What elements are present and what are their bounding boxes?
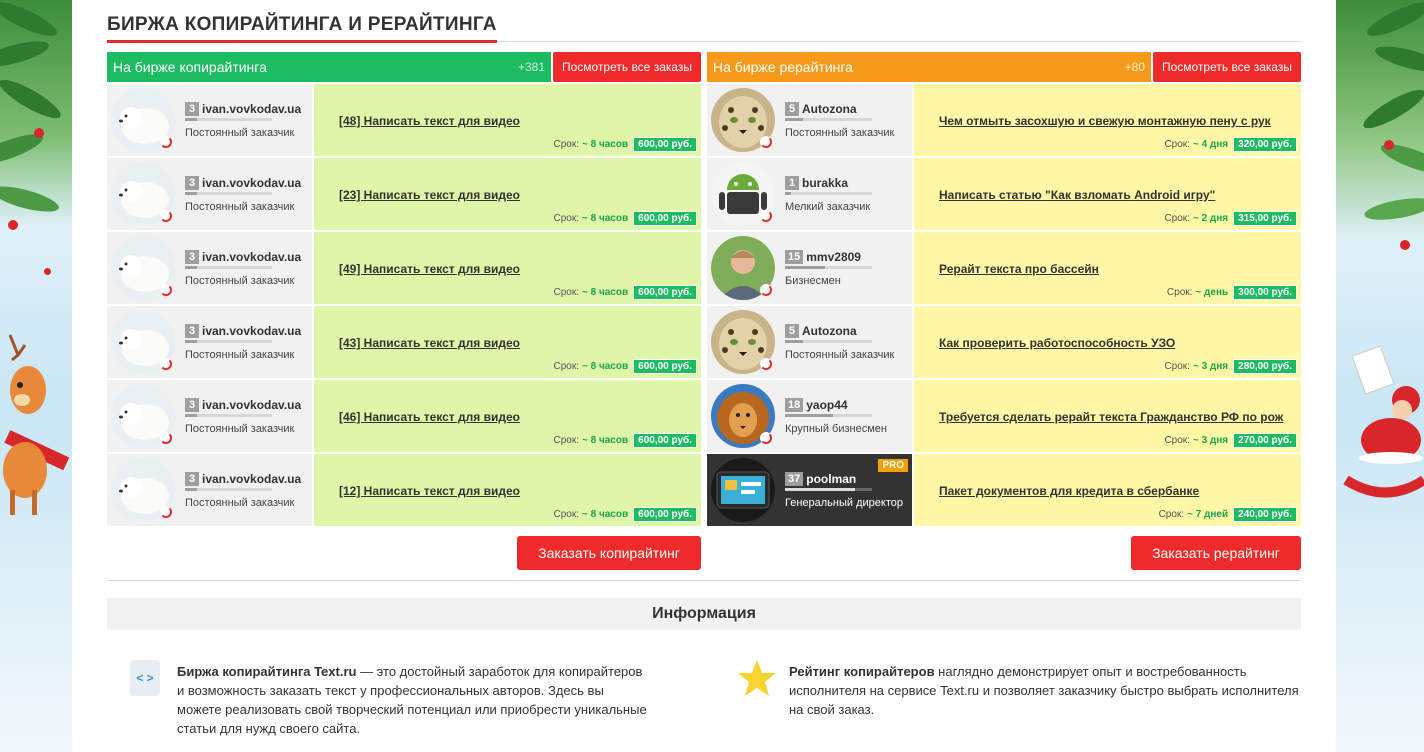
rewrite-order-row: [707, 380, 1301, 452]
order-cell: [914, 158, 1301, 230]
copy-order-row: [107, 232, 701, 304]
user-level: 15: [785, 250, 803, 264]
info-rating-body: наглядно демонстрирует опыт и востребованность исполнителя на сервисе Text.ru и позволяет заказчику быстро выбрать исполнителя на свой заказ.: [789, 664, 1299, 717]
rewrite-order-row: [707, 158, 1301, 230]
level-progress: [785, 414, 872, 417]
customer-cell: [707, 84, 912, 156]
customer-name[interactable]: ivan.vovkodav.ua: [202, 471, 302, 486]
customer-role: Постоянный заказчик: [785, 126, 895, 139]
copywriting-count: +381: [517, 60, 545, 74]
order-cell: [914, 84, 1301, 156]
term-label: Срок:: [553, 287, 579, 298]
order-title-link[interactable]: [49] Написать текст для видео: [339, 262, 520, 276]
order-cell: [914, 380, 1301, 452]
customer-cell: [107, 380, 312, 452]
customer-role: Генеральный директор: [785, 496, 903, 509]
pro-badge: PRO: [878, 459, 908, 472]
term-label: Срок:: [553, 509, 579, 520]
user-level: 18: [785, 398, 803, 412]
term-label: Срок:: [553, 139, 579, 150]
order-title-link[interactable]: Написать статью "Как взломать Android игру": [939, 188, 1216, 202]
order-term: ~ 8 часов: [581, 139, 629, 150]
order-term: ~ 4 дня: [1192, 139, 1229, 150]
customer-role: Мелкий заказчик: [785, 200, 871, 213]
rewrite-order-row: [707, 232, 1301, 304]
customer-cell: [707, 306, 912, 378]
user-level: 3: [185, 324, 199, 338]
order-price: 600,00 руб.: [633, 359, 697, 374]
customer-role: Постоянный заказчик: [185, 348, 295, 361]
order-title-link[interactable]: [48] Написать текст для видео: [339, 114, 520, 128]
user-level: 3: [185, 250, 199, 264]
rating-ring-icon: [160, 284, 172, 296]
order-term: ~ 2 дня: [1192, 213, 1229, 224]
term-label: Срок:: [1164, 139, 1190, 150]
customer-name[interactable]: Autozona: [802, 101, 857, 116]
rewriting-title-bar: [707, 52, 1151, 82]
order-title-link[interactable]: Чем отмыть засохшую и свежую монтажную пену с рук: [939, 114, 1271, 128]
customer-name[interactable]: ivan.vovkodav.ua: [202, 249, 302, 264]
order-copywriting-button[interactable]: Заказать копирайтинг: [517, 536, 701, 570]
customer-cell: [107, 232, 312, 304]
copy-order-row: [107, 84, 701, 156]
order-price: 600,00 руб.: [633, 211, 697, 226]
level-progress: [185, 192, 272, 195]
level-progress: [185, 118, 272, 121]
order-term: ~ 3 дня: [1192, 435, 1229, 446]
term-label: Срок:: [1164, 361, 1190, 372]
info-copywriting-bold[interactable]: Биржа копирайтинга Text.ru: [177, 664, 357, 679]
divider: [107, 580, 1301, 581]
rating-ring-icon: [160, 506, 172, 518]
customer-cell: [107, 454, 312, 526]
info-rating-bold[interactable]: Рейтинг копирайтеров: [789, 664, 935, 679]
user-level: 37: [785, 472, 803, 486]
term-label: Срок:: [1166, 287, 1193, 298]
term-label: Срок:: [1158, 509, 1185, 520]
customer-cell: [707, 380, 912, 452]
order-cell: [914, 306, 1301, 378]
order-price: 600,00 руб.: [633, 507, 697, 522]
copywriting-view-all-button[interactable]: Посмотреть все заказы: [553, 52, 701, 82]
level-progress: [185, 414, 272, 417]
customer-name[interactable]: mmv2809: [806, 249, 861, 264]
level-progress: [185, 340, 272, 343]
term-label: Срок:: [553, 213, 579, 224]
customer-role: Постоянный заказчик: [185, 274, 295, 287]
customer-role: Постоянный заказчик: [185, 496, 295, 509]
rating-ring-icon: [760, 432, 772, 444]
copy-order-row: [107, 454, 701, 526]
order-term: ~ 8 часов: [581, 361, 629, 372]
left-decoration: [0, 0, 72, 752]
star-icon: [737, 658, 777, 698]
customer-name[interactable]: Autozona: [802, 323, 857, 338]
order-term: ~ 8 часов: [581, 509, 629, 520]
customer-name[interactable]: ivan.vovkodav.ua: [202, 175, 302, 190]
info-heading: Информация: [107, 598, 1301, 630]
info-copywriting-body: — это достойный заработок для копирайтеров и возможность заказать текст у профессиональных авторов. Здесь вы можете реализовать свой творческий потенциал или приобрести уникальные статьи для нужд своего сайта.: [177, 664, 647, 736]
order-cell: [314, 454, 701, 526]
order-term: ~ день: [1195, 287, 1229, 298]
order-cell: [314, 232, 701, 304]
customer-role: Постоянный заказчик: [185, 422, 295, 435]
order-title-link[interactable]: [46] Написать текст для видео: [339, 410, 520, 424]
order-cell: [914, 454, 1301, 526]
customer-name[interactable]: poolman: [806, 471, 857, 486]
customer-role: Крупный бизнесмен: [785, 422, 887, 435]
term-label: Срок:: [1164, 213, 1190, 224]
order-cell: [314, 380, 701, 452]
order-cell: [314, 306, 701, 378]
customer-cell: [107, 306, 312, 378]
order-term: ~ 8 часов: [581, 435, 629, 446]
order-title-link[interactable]: [23] Написать текст для видео: [339, 188, 520, 202]
order-price: 600,00 руб.: [633, 285, 697, 300]
code-icon: < >: [130, 660, 160, 696]
rewriting-column: [707, 52, 1301, 526]
order-title-link[interactable]: [43] Написать текст для видео: [339, 336, 520, 350]
info-rating-text: [789, 662, 1299, 719]
level-progress: [785, 192, 872, 195]
main-page: [72, 0, 1336, 752]
customer-name[interactable]: ivan.vovkodav.ua: [202, 323, 302, 338]
rewriting-count: +80: [1124, 60, 1145, 74]
customer-cell: [707, 158, 912, 230]
customer-role: Постоянный заказчик: [785, 348, 895, 361]
user-level: 3: [185, 472, 199, 486]
level-progress: [185, 488, 272, 491]
order-cell: [314, 84, 701, 156]
rewrite-order-row: [707, 454, 1301, 526]
customer-name[interactable]: ivan.vovkodav.ua: [202, 101, 302, 116]
rating-ring-icon: [760, 136, 772, 148]
order-title-link[interactable]: Как проверить работоспособность УЗО: [939, 336, 1176, 350]
customer-name[interactable]: ivan.vovkodav.ua: [202, 397, 302, 412]
user-level: 3: [185, 398, 199, 412]
rating-ring-icon: [160, 136, 172, 148]
info-copywriting-text: [177, 662, 647, 738]
level-progress: [785, 488, 872, 491]
page-header: [107, 14, 1301, 42]
santa-icon: [1336, 330, 1424, 530]
order-term: ~ 7 дней: [1187, 509, 1229, 520]
order-term: ~ 3 дня: [1192, 361, 1229, 372]
rating-ring-icon: [760, 210, 772, 222]
rating-ring-icon: [760, 358, 772, 370]
order-price: 315,00 руб.: [1233, 211, 1297, 226]
rewriting-view-all-button[interactable]: Посмотреть все заказы: [1153, 52, 1301, 82]
order-cell: [314, 158, 701, 230]
copywriting-column: [107, 52, 701, 526]
customer-cell: [707, 454, 912, 526]
order-price: 320,00 руб.: [1233, 137, 1297, 152]
customer-name[interactable]: yaop44: [806, 397, 848, 412]
term-label: Срок:: [1164, 435, 1190, 446]
user-level: 5: [785, 102, 799, 116]
copywriting-header: [107, 52, 701, 82]
copy-order-row: [107, 380, 701, 452]
rating-ring-icon: [160, 210, 172, 222]
order-price: 280,00 руб.: [1233, 359, 1297, 374]
customer-role: Бизнесмен: [785, 274, 841, 287]
level-progress: [785, 118, 872, 121]
rating-ring-icon: [160, 358, 172, 370]
customer-cell: [707, 232, 912, 304]
order-title-link[interactable]: [12] Написать текст для видео: [339, 484, 520, 498]
copy-order-row: [107, 306, 701, 378]
rating-ring-icon: [160, 432, 172, 444]
order-title-link[interactable]: Пакет документов для кредита в сбербанке: [939, 484, 1200, 498]
order-term: ~ 8 часов: [581, 287, 629, 298]
level-progress: [785, 340, 872, 343]
rewriting-header: [707, 52, 1301, 82]
user-level: 1: [785, 176, 799, 190]
right-decoration: [1336, 0, 1424, 752]
page-title: БИРЖА КОПИРАЙТИНГА И РЕРАЙТИНГА: [107, 14, 497, 43]
customer-cell: [107, 84, 312, 156]
order-title-link[interactable]: Требуется сделать рерайт текста Гражданство РФ по рож: [939, 410, 1284, 424]
customer-role: Постоянный заказчик: [185, 200, 295, 213]
level-progress: [185, 266, 272, 269]
rating-ring-icon: [760, 284, 772, 296]
order-price: 600,00 руб.: [633, 433, 697, 448]
customer-name[interactable]: burakka: [802, 175, 849, 190]
order-rewriting-button[interactable]: Заказать рерайтинг: [1131, 536, 1301, 570]
user-level: 3: [185, 102, 199, 116]
tablet-avatar[interactable]: [711, 458, 775, 522]
rewriting-title: На бирже рерайтинга: [713, 59, 853, 75]
customer-role: Постоянный заказчик: [185, 126, 295, 139]
order-term: ~ 8 часов: [581, 213, 629, 224]
rewrite-order-row: [707, 306, 1301, 378]
order-price: 270,00 руб.: [1233, 433, 1297, 448]
user-level: 3: [185, 176, 199, 190]
reindeer-icon: [0, 330, 70, 520]
order-price: 240,00 руб.: [1233, 507, 1297, 522]
term-label: Срок:: [553, 435, 579, 446]
copywriting-title: На бирже копирайтинга: [113, 59, 267, 75]
order-price: 300,00 руб.: [1233, 285, 1297, 300]
rewrite-order-row: [707, 84, 1301, 156]
order-price: 600,00 руб.: [633, 137, 697, 152]
copywriting-title-bar: [107, 52, 551, 82]
user-level: 5: [785, 324, 799, 338]
order-title-link[interactable]: Рерайт текста про бассейн: [939, 262, 1099, 276]
copy-order-row: [107, 158, 701, 230]
term-label: Срок:: [553, 361, 579, 372]
order-cell: [914, 232, 1301, 304]
customer-cell: [107, 158, 312, 230]
level-progress: [785, 266, 872, 269]
